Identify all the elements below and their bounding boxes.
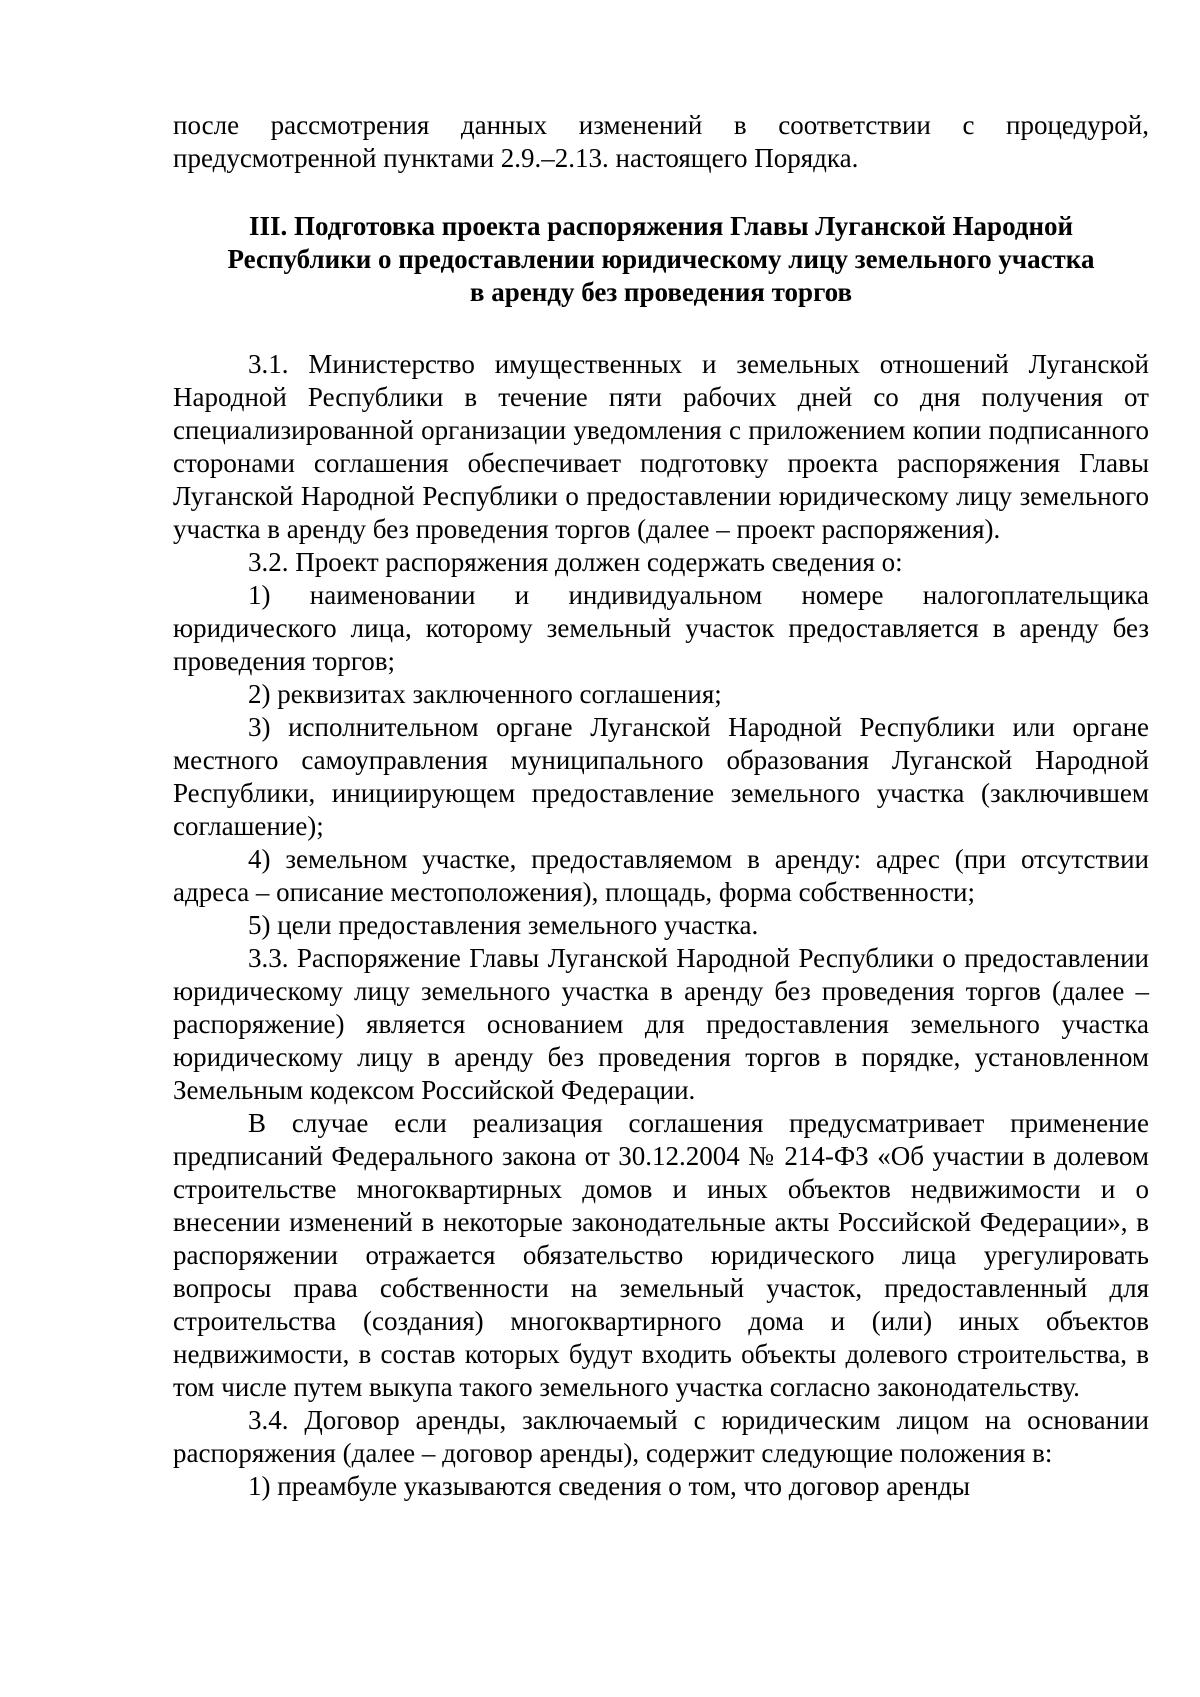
list-item-1: 1) наименовании и индивидуальном номере налогоплательщика юридического лица, которому земельный участок предоставляется в аренду без проведения торгов;: [173, 580, 1149, 676]
section-heading-line-1: III. Подготовка проекта распоряжения Главы Луганской Народной: [248, 211, 1074, 241]
section-heading: [173, 210, 1149, 309]
paragraph-3-1: 3.1. Министерство имущественных и земельных отношений Луганской Народной Республики в течение пяти рабочих дней со дня получения от специализированной организации уведомления с приложением копии подписанного сторонами соглашения обеспечивает подготовку проекта распоряжения Главы Луганской Народной Республики о предоставлении юридическому лицу земельного участка в аренду без проведения торгов (далее – проект распоряжения).: [173, 349, 1149, 544]
list-item-5: 5) цели предоставления земельного участка.: [248, 910, 759, 940]
section-heading-line-2: Республики о предоставлении юридическому лицу земельного участка: [227, 244, 1095, 274]
list-item-preamble: 1) преамбуле указываются сведения о том, что договор аренды: [248, 1471, 971, 1501]
document-page: [173, 109, 1149, 1503]
list-item-2: 2) реквизитах заключенного соглашения;: [248, 679, 722, 709]
section-heading-line-3: в аренду без проведения торгов: [469, 277, 853, 307]
list-item-3: 3) исполнительном органе Луганской Народной Республики или органе местного самоуправления муниципального образования Луганской Народной Республики, инициирующем предоставление земельного участка (заключившем соглашение);: [173, 712, 1149, 841]
paragraph-3-2: 3.2. Проект распоряжения должен содержать сведения о:: [248, 547, 903, 577]
list-item-4: 4) земельном участке, предоставляемом в аренду: адрес (при отсутствии адреса – описание местоположения), площадь, форма собственности;: [173, 844, 1149, 907]
paragraph-3-3: 3.3. Распоряжение Главы Луганской Народной Республики о предоставлении юридическому лицу земельного участка в аренду без проведения торгов (далее – распоряжение) является основанием для предоставления земельного участка юридическому лицу в аренду без проведения торгов в порядке, установленном Земельным кодексом Российской Федерации.: [173, 943, 1149, 1105]
paragraph-3-4: 3.4. Договор аренды, заключаемый с юридическим лицом на основании распоряжения (далее – договор аренды), содержит следующие положения в:: [173, 1405, 1149, 1468]
continuation-paragraph: после рассмотрения данных изменений в соответствии с процедурой, предусмотренной пунктами 2.9.–2.13. настоящего Порядка.: [173, 110, 1149, 173]
paragraph-214-fz: В случае если реализация соглашения предусматривает применение предписаний Федерального закона от 30.12.2004 № 214-ФЗ «Об участии в долевом строительстве многоквартирных домов и иных объектов недвижимости и о внесении изменений в некоторые законодательные акты Российской Федерации», в распоряжении отражается обязательство юридического лица урегулировать вопросы права собственности на земельный участок, предоставленный для строительства (создания) многоквартирного дома и (или) иных объектов недвижимости, в состав которых будут входить объекты долевого строительства, в том числе путем выкупа такого земельного участка согласно законодательству.: [173, 1108, 1149, 1402]
